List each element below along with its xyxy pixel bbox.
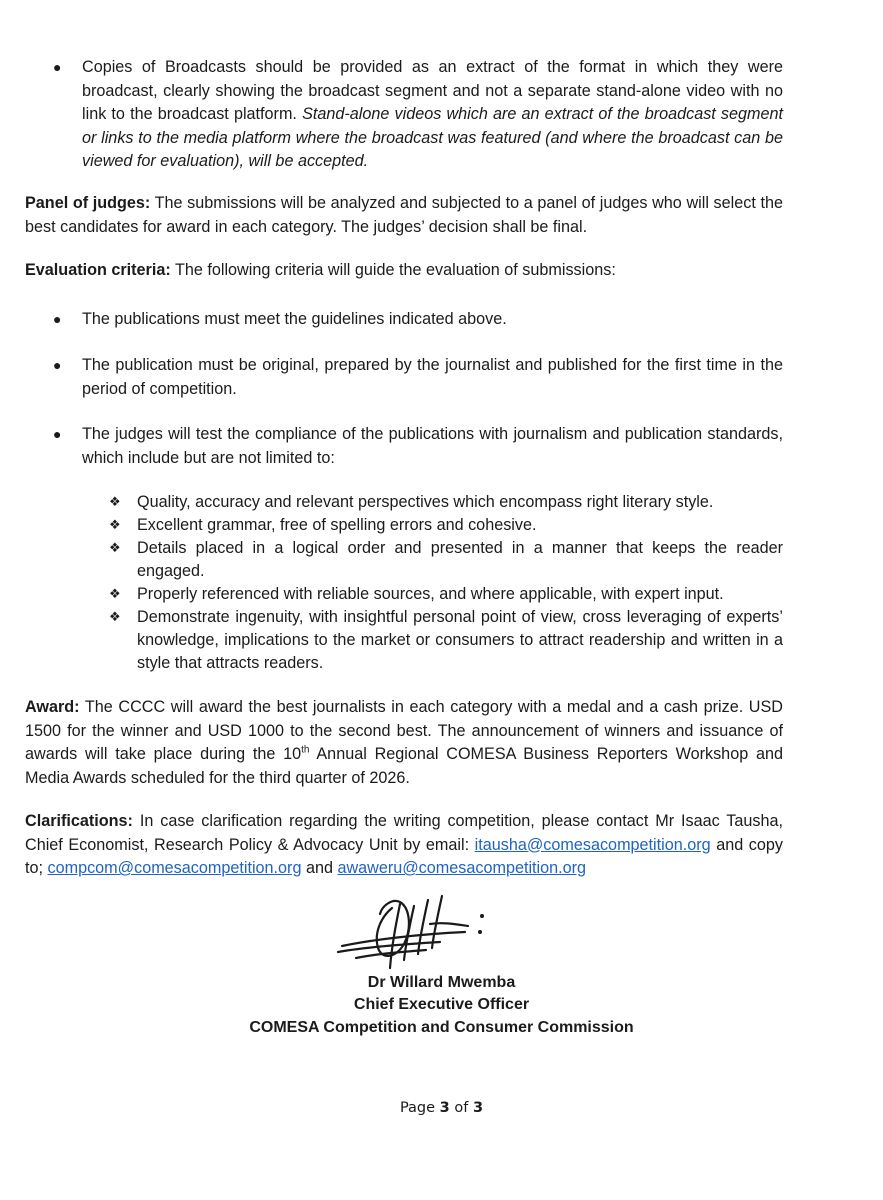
handwritten-signature <box>330 888 500 976</box>
criteria-sub-bullet-text: Demonstrate ingenuity, with insightful personal point of view, cross leveraging of experts’ knowledge, implications to the market or consumers to attract readership and written in a style that attracts readers. <box>137 608 783 672</box>
panel-heading: Panel of judges: <box>25 194 151 212</box>
award-paragraph <box>25 696 783 790</box>
award-text-continued: Annual Regional COMESA Business Reporters Workshop and Media Awards scheduled for the third quarter of 2026. <box>25 745 783 787</box>
bullet-dot-icon: ● <box>53 357 62 373</box>
bullet-dot-icon: ● <box>53 426 62 442</box>
award-heading: Award: <box>25 698 80 716</box>
signatory-name: Dr Willard Mwemba <box>367 974 516 991</box>
clarifications-heading: Clarifications: <box>25 812 133 830</box>
broadcast-bullet-text <box>82 56 783 174</box>
evaluation-text: The following criteria will guide the evaluation of submissions: <box>174 261 616 279</box>
criteria-sub-bullet-text: Properly referenced with reliable sources, and where applicable, with expert input. <box>137 585 724 603</box>
bullet-dot-icon: ● <box>53 59 62 75</box>
signatory-organization: COMESA Competition and Consumer Commission <box>249 1019 634 1036</box>
evaluation-criteria-paragraph <box>25 259 783 283</box>
four-diamond-bullet-icon: ❖ <box>109 541 121 556</box>
bullet-dot-icon: ● <box>53 311 62 327</box>
clarifications-paragraph <box>25 810 783 881</box>
evaluation-bullet-text: The publication must be original, prepared by the journalist and published for the first time in the period of competition. <box>82 356 783 398</box>
four-diamond-bullet-icon: ❖ <box>109 587 121 602</box>
four-diamond-bullet-icon: ❖ <box>109 610 121 625</box>
four-diamond-bullet-icon: ❖ <box>109 518 121 533</box>
award-text: The CCCC will award the best journalists in each category with a medal and a cash prize. USD 1500 for the winner and USD 1000 to the second best. The announcement of winners and issuance of awards will take place during the 10 <box>25 698 783 763</box>
broadcast-plain-text: Copies of Broadcasts should be provided as an extract of the format in which they were broadcast, clearly showing the broadcast segment and not a separate stand-alone video with no link to the broadcast platform. <box>82 58 783 123</box>
clarifications-text: In case clarification regarding the writing competition, please contact Mr Isaac Tausha, Chief Economist, Research Policy & Advocacy Unit by email: <box>25 812 783 854</box>
ordinal-suffix: th <box>301 744 310 756</box>
criteria-sub-bullet-text: Quality, accuracy and relevant perspectives which encompass right literary style. <box>137 493 714 511</box>
page-number-footer <box>0 1100 883 1116</box>
signatory-title: Chief Executive Officer <box>353 996 530 1013</box>
clarifications-and-text: and <box>305 859 333 877</box>
page-label: Page <box>399 1100 436 1116</box>
page-of-label: of <box>454 1100 469 1116</box>
evaluation-heading: Evaluation criteria: <box>25 261 171 279</box>
email-link-awaweru[interactable]: awaweru@comesacompetition.org <box>337 859 587 877</box>
criteria-sub-bullet-text: Details placed in a logical order and presented in a manner that keeps the reader engaged. <box>137 539 783 580</box>
total-page-count: 3 <box>472 1100 484 1116</box>
current-page-number: 3 <box>439 1100 450 1116</box>
criteria-sub-bullet-text: Excellent grammar, free of spelling errors and cohesive. <box>137 516 537 534</box>
broadcast-italic-text: Stand-alone videos which are an extract of the broadcast segment or links to the media platform where the broadcast was featured (and where the broadcast can be viewed for evaluation), will be accepted. <box>82 105 784 170</box>
panel-of-judges-paragraph <box>25 192 783 239</box>
email-link-itausha[interactable]: itausha@comesacompetition.org <box>474 835 711 854</box>
email-link-compcom[interactable]: compcom@comesacompetition.org <box>47 859 302 877</box>
panel-text: The submissions will be analyzed and subjected to a panel of judges who will select the best candidates for award in each category. The judges’ decision shall be final. <box>25 194 783 236</box>
clarifications-copy-text: and copy to; <box>25 835 783 877</box>
four-diamond-bullet-icon: ❖ <box>109 495 121 510</box>
evaluation-bullet-text: The publications must meet the guidelines indicated above. <box>82 310 507 328</box>
evaluation-bullet-text: The judges will test the compliance of the publications with journalism and publication standards, which include but are not limited to: <box>82 425 783 467</box>
